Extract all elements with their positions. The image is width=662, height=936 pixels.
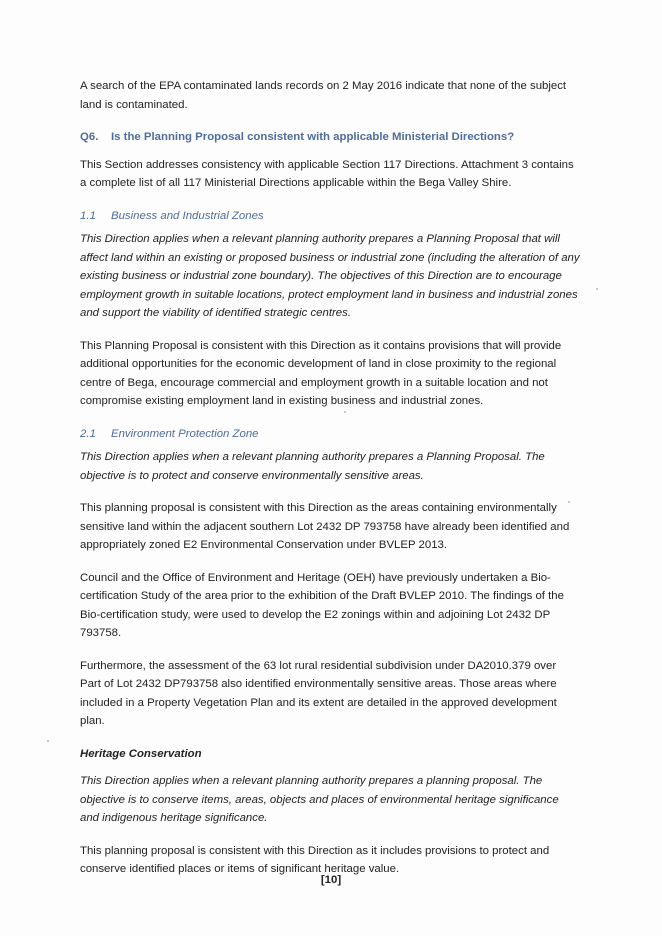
heritage-consistency: This planning proposal is consistent with this Direction as it includes provisions to protect and conserve identified places or items of significant heritage value. bbox=[80, 844, 550, 875]
direction-heading-1-1 bbox=[80, 207, 580, 226]
contamination-paragraph: A search of the EPA contaminated lands records on 2 May 2016 indicate that none of the subject land is contaminated. bbox=[80, 80, 567, 111]
direction-number: 2.1 bbox=[80, 427, 96, 440]
direction-heading-2-1 bbox=[80, 425, 580, 444]
page-number: [10] bbox=[320, 874, 342, 886]
direction-2-1-description: This Direction applies when a relevant planning authority prepares a Planning Proposal. The objective is to protect and conserve environmentally sensitive areas. bbox=[80, 451, 545, 482]
scan-speck bbox=[344, 411, 346, 413]
subdivision-assessment-paragraph: Furthermore, the assessment of the 63 lot rural residential subdivision under DA2010.379 over Part of Lot 2432 DP793758 also identified environmentally sensitive areas. Those areas where included in a Property Vegetation Plan and its extent are detailed in the approved development plan. bbox=[80, 659, 557, 727]
direction-number: 1.1 bbox=[80, 209, 96, 222]
biocertification-paragraph: Council and the Office of Environment and Heritage (OEH) have previously undertaken a Bio-certification Study of the area prior to the exhibition of the Draft BVLEP 2010. The findings of the Bio-certification study, were used to develop the E2 zonings within and adjoining Lot 2432 DP 793758. bbox=[80, 571, 564, 639]
direction-1-1-description: This Direction applies when a relevant planning authority prepares a Planning Proposal that will affect land within an existing or proposed business or industrial zone (including the alteration of any existing business or industrial zone boundary). The objectives of this Direction are to encourage employment growth in suitable locations, protect employment land in business and industrial zones and support the viability of identified strategic centres. bbox=[80, 233, 580, 319]
scan-speck bbox=[568, 501, 570, 503]
page-content bbox=[80, 77, 580, 893]
heritage-direction-description: This Direction applies when a relevant planning authority prepares a planning proposal. The objective is to conserve items, areas, objects and places of environmental heritage significance and indigenous heritage significance. bbox=[80, 775, 559, 824]
section-117-paragraph: This Section addresses consistency with applicable Section 117 Directions. Attachment 3 contains a complete list of all 117 Ministerial Directions applicable within the Bega Valley Shire. bbox=[80, 158, 574, 189]
heritage-heading: Heritage Conservation bbox=[80, 747, 202, 760]
direction-title: Business and Industrial Zones bbox=[111, 209, 264, 222]
question-text: Is the Planning Proposal consistent with applicable Ministerial Directions? bbox=[111, 131, 515, 143]
direction-1-1-consistency: This Planning Proposal is consistent with this Direction as it contains provisions that will provide additional opportunities for the economic development of land in close proximity to the regional centre of Bega, encourage commercial and employment growth in a suitable location and not compromise existing employment land in existing business and industrial zones. bbox=[80, 339, 562, 407]
question-number: Q6. bbox=[80, 131, 99, 143]
scan-speck bbox=[596, 288, 598, 290]
question-heading bbox=[80, 128, 580, 147]
direction-title: Environment Protection Zone bbox=[111, 427, 259, 440]
direction-2-1-consistency: This planning proposal is consistent with this Direction as the areas containing environmentally sensitive land within the adjacent southern Lot 2432 DP 793758 have already been identified and appropriately zoned E2 Environmental Conservation under BVLEP 2013. bbox=[80, 502, 570, 551]
scan-speck bbox=[47, 740, 49, 742]
